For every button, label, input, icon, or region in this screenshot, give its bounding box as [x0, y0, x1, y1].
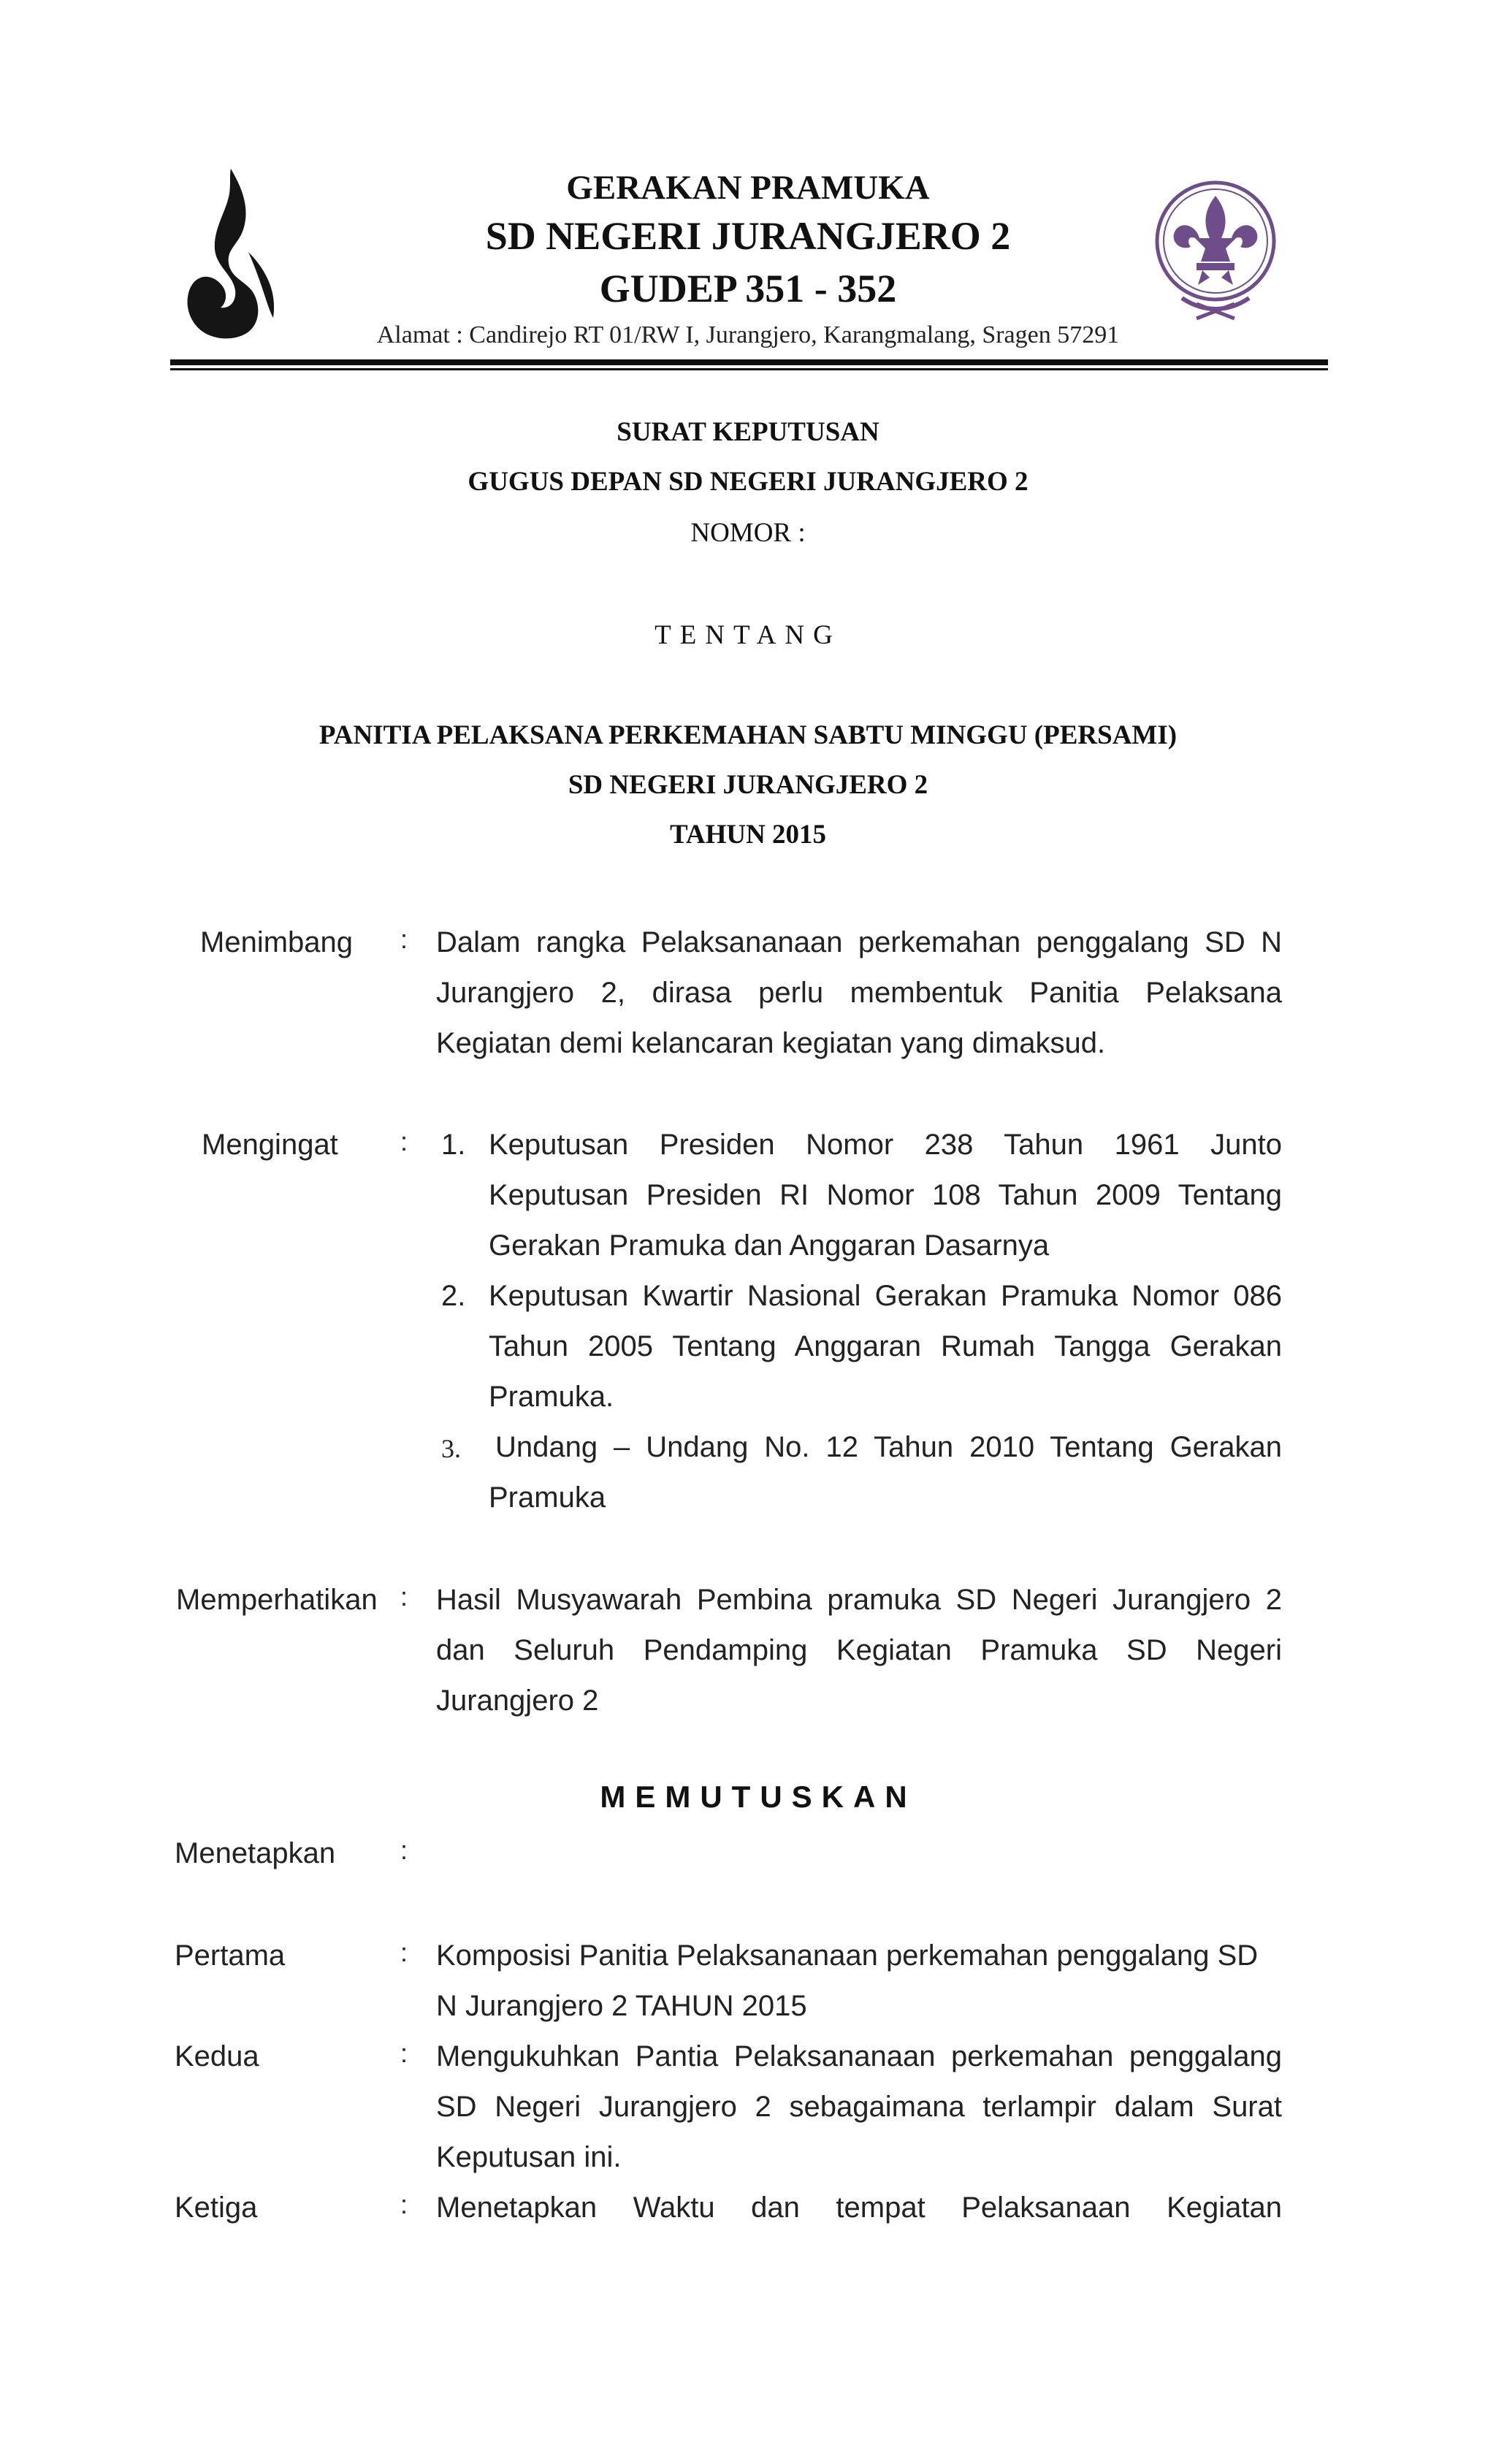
letterhead-rule-thin [170, 368, 1328, 370]
memutuskan-heading: MEMUTUSKAN [600, 1780, 917, 1814]
ketiga-label: Ketiga [175, 2192, 258, 2224]
text-line: SD Negeri Jurangjero 2 sebagaimana terlampir dalam Surat [436, 2091, 1282, 2123]
memperhatikan-label: Memperhatikan [176, 1584, 378, 1616]
text-line: N Jurangjero 2 TAHUN 2015 [436, 1990, 807, 2022]
menimbang-label: Menimbang [200, 926, 354, 958]
decree-issuer: GUGUS DEPAN SD NEGERI JURANGJERO 2 [468, 467, 1028, 497]
org-name: GERAKAN PRAMUKA [566, 169, 930, 207]
list-item [489, 1422, 1282, 1523]
text-line: Pramuka [489, 1481, 606, 1514]
mengingat-label: Mengingat [202, 1129, 338, 1161]
list-number: 1. [441, 1129, 466, 1161]
kedua-colon: : [400, 2038, 408, 2068]
text-line: Tahun 2005 Tentang Anggaran Rumah Tangga Gerakan [489, 1330, 1282, 1362]
memperhatikan-text [436, 1575, 1282, 1726]
gudep-number: GUDEP 351 - 352 [599, 267, 897, 310]
text-line: Gerakan Pramuka dan Anggaran Dasarnya [489, 1229, 1050, 1262]
list-number: 2. [441, 1280, 466, 1312]
ketiga-text [436, 2183, 1282, 2233]
address: Alamat : Candirejo RT 01/RW I, Jurangjero, Karangmalang, Sragen 57291 [376, 321, 1120, 348]
text-line: Keputusan ini. [436, 2141, 622, 2173]
text-line: Pramuka. [489, 1381, 614, 1413]
text-line: Kegiatan demi kelancaran kegiatan yang dimaksud. [436, 1027, 1106, 1059]
text-line: Komposisi Panitia Pelaksananaan perkemahan penggalang SD [436, 1939, 1259, 1972]
menetapkan-label: Menetapkan [175, 1837, 336, 1869]
kedua-label: Kedua [175, 2040, 259, 2072]
pertama-text [436, 1931, 1262, 2032]
text-line: Jurangjero 2 [436, 1685, 599, 1717]
memperhatikan-colon: : [400, 1582, 408, 1611]
tentang-heading: TENTANG [654, 620, 842, 650]
pertama-label: Pertama [175, 1939, 286, 1972]
decree-title: SURAT KEPUTUSAN [617, 417, 879, 447]
ketiga-colon: : [400, 2189, 408, 2219]
list-item [489, 1120, 1282, 1271]
list-number: 3. [441, 1434, 461, 1463]
menimbang-colon: : [400, 924, 408, 954]
subject-line-2: SD NEGERI JURANGJERO 2 [568, 770, 928, 800]
text-line: Jurangjero 2, dirasa perlu membentuk Panitia Pelaksana [436, 977, 1282, 1009]
subject-line-3: TAHUN 2015 [669, 820, 827, 850]
text-line: Keputusan Presiden Nomor 238 Tahun 1961 Junto [489, 1129, 1282, 1161]
text-line: Mengukuhkan Pantia Pelaksananaan perkemahan penggalang [436, 2040, 1282, 2072]
menetapkan-colon: : [400, 1835, 408, 1865]
pertama-colon: : [400, 1937, 408, 1967]
mengingat-colon: : [400, 1126, 408, 1156]
text-line: Hasil Musyawarah Pembina pramuka SD Negeri Jurangjero 2 [436, 1584, 1282, 1616]
list-item [489, 1271, 1282, 1422]
school-name: SD NEGERI JURANGJERO 2 [485, 214, 1011, 258]
subject-line-1: PANITIA PELAKSANA PERKEMAHAN SABTU MINGGU (PERSAMI) [318, 720, 1178, 750]
text-line: Keputusan Presiden RI Nomor 108 Tahun 2009 Tentang [489, 1179, 1282, 1211]
text-line: Undang – Undang No. 12 Tahun 2010 Tentang Gerakan [495, 1431, 1282, 1463]
text-line: Menetapkan Waktu dan tempat Pelaksanaan Kegiatan [436, 2192, 1282, 2224]
kedua-text [436, 2032, 1282, 2183]
text-line: dan Seluruh Pendamping Kegiatan Pramuka SD Negeri [436, 1634, 1282, 1666]
decree-number: NOMOR : [690, 518, 806, 548]
menimbang-text [436, 918, 1282, 1069]
letterhead-rule-thick [170, 359, 1328, 365]
text-line: Dalam rangka Pelaksananaan perkemahan penggalang SD N [436, 926, 1282, 958]
text-line: Keputusan Kwartir Nasional Gerakan Pramuka Nomor 086 [489, 1280, 1282, 1312]
